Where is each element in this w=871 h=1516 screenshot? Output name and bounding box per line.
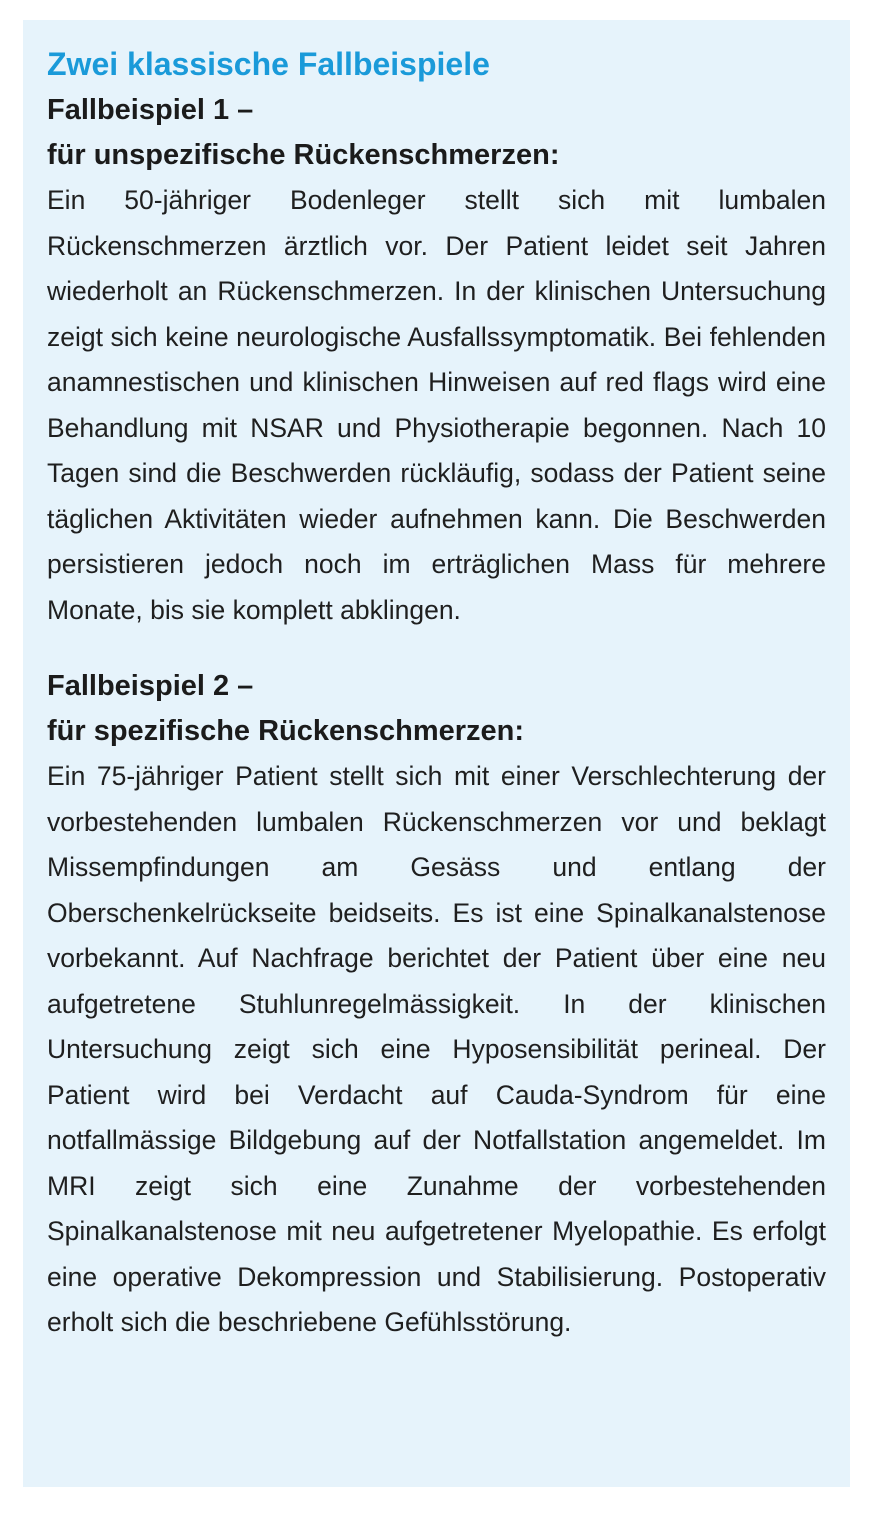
case-examples-box [23,20,850,1487]
case-2-text: Ein 75-jähriger Patient stellt sich mit einer Verschlechterung der vorbestehenden lumbalen Rückenschmerzen vor und beklagt Missempfindungen am Gesäss und entlang der Oberschenkelrückseite beidseits. Es ist eine Spinalkanalstenose vorbekannt. Auf Nachfrage berichtet der Patient über eine neu aufgetretene Stuhlunregelmässigkeit. In der klinischen Untersuchung zeigt sich eine Hyposensibilität perineal. Der Patient wird bei Verdacht auf Cauda-Syndrom für eine notfallmässige Bildgebung auf der Notfallstation angemeldet. Im MRI zeigt sich eine Zunahme der vorbestehenden Spinalkanalstenose mit neu aufgetretener Myelopathie. Es erfolgt eine operative Dekompression und Stabilisierung. Postoperativ erholt sich die beschriebene Gefühlsstörung. [47,761,826,1337]
case-1-heading-line1: Fallbeispiel 1 – [47,94,254,126]
box-title: Zwei klassische Fallbeispiele [47,46,490,82]
case-2-heading-line2: für spezifische Rückenschmerzen: [47,715,525,747]
case-1-heading-line2: für unspezifische Rückenschmerzen: [47,139,560,171]
case-2 [47,664,826,1346]
case-1-heading [47,88,826,178]
case-1-text: Ein 50-jähriger Bodenleger stellt sich mit lumbalen Rückenschmerzen ärztlich vor. Der Patient leidet seit Jahren wiederholt an Rückenschmerzen. In der klinischen Untersuchung zeigt sich keine neurologische Ausfallssymptomatik. Bei fehlenden anamnestischen und klinischen Hinweisen auf red flags wird eine Behandlung mit NSAR und Physiotherapie begonnen. Nach 10 Tagen sind die Beschwerden rückläufig, sodass der Patient seine täglichen Aktivitäten wieder aufnehmen kann. Die Beschwerden persistieren jedoch noch im erträglichen Mass für mehrere Monate, bis sie komplett abklingen. [47,185,826,625]
case-2-heading [47,664,826,754]
case-1 [47,88,826,633]
case-2-heading-line1: Fallbeispiel 2 – [47,670,254,702]
